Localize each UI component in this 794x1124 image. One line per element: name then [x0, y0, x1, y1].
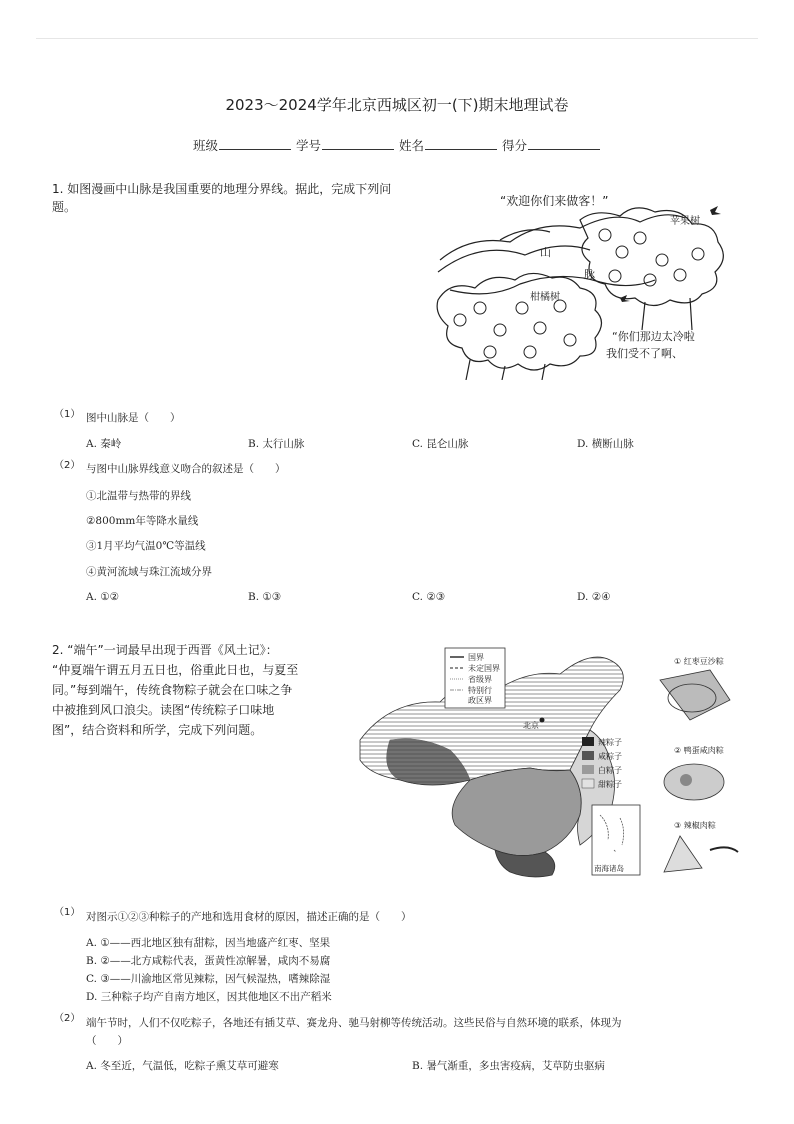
orange-tree-label: 柑橘树: [530, 292, 560, 303]
q1-stem: [52, 180, 422, 216]
legend-sar-boundary-2: 政区界: [468, 696, 492, 705]
zongzi-flavor-map: [330, 640, 750, 885]
q1-sub1-option-b[interactable]: B. 太行山脉: [248, 438, 305, 450]
q2-stem-line: 图”，结合资料和所学，完成下列问题。: [52, 723, 263, 737]
q2-sub2-option-b[interactable]: B. 暑气渐重，多虫害疫病，艾草防虫驱病: [412, 1060, 605, 1072]
q1-sub1-option-d[interactable]: D. 横断山脉: [577, 438, 634, 450]
legend-provincial-boundary: 省级界: [468, 675, 492, 684]
class-label: 班级: [192, 138, 218, 153]
q2-sub2-text: 端午节时，人们不仅吃粽子，各地还有插艾草、赛龙舟、驰马射柳等传统活动。这些民俗与自然环境的联系，体现为: [86, 1017, 622, 1029]
q2-sub2-option-a[interactable]: A. 冬至近，气温低，吃粽子熏艾草可避寒: [86, 1060, 279, 1072]
q1-sub2-item: ③1月平均气温0℃等温线: [86, 540, 206, 552]
q1-sub2-number: （2）: [54, 460, 81, 471]
class-blank[interactable]: [219, 139, 291, 150]
q2-stem-line: 2. “端午”一词最早出现于西晋《风土记》：: [52, 643, 278, 657]
q2-sub1-option-b[interactable]: B. ②——北方咸粽代表，蛋黄性凉解暑，咸肉不易腐: [86, 955, 331, 967]
legend-national-boundary: 国界: [468, 653, 484, 662]
legend-salty-zongzi: 咸粽子: [598, 752, 622, 761]
zongzi-2-label: ② 鸭蛋咸肉粽: [674, 746, 724, 755]
q2-sub2-paren: （ ）: [86, 1035, 128, 1047]
q1-sub1-option-a[interactable]: A. 秦岭: [86, 438, 122, 450]
q1-stem-line: 1. 如图漫画中山脉是我国重要的地理分界线。据此，完成下列问: [52, 182, 392, 196]
cartoon-speech-bottom-1: “你们那边太冷啦: [612, 330, 695, 343]
q2-sub1-number: （1）: [54, 907, 81, 918]
q2-sub1-option-c[interactable]: C. ③——川渝地区常见辣粽，因气候湿热，嗜辣除湿: [86, 973, 331, 985]
legend-spicy-zongzi: 辣粽子: [598, 738, 622, 747]
mountain-cartoon-figure: [430, 180, 745, 380]
q2-stem-line: 同。”每到端午，传统食物粽子就会在口味之争: [52, 683, 293, 697]
page-title: 2023～2024学年北京西城区初一(下)期末地理试卷: [225, 96, 569, 114]
beijing-label: 北京: [523, 721, 539, 730]
name-blank[interactable]: [425, 139, 497, 150]
q2-stem: [52, 640, 332, 740]
q1-stem-line: 题。: [52, 200, 77, 214]
q1-sub2-option-d[interactable]: D. ②④: [577, 591, 611, 603]
legend-plain-zongzi: 白粽子: [598, 766, 622, 775]
legend-sweet-zongzi: 甜粽子: [598, 780, 622, 789]
south-china-sea-inset-label: 南海诸岛: [594, 864, 624, 873]
student-number-blank[interactable]: [322, 139, 394, 150]
q1-sub2-option-c[interactable]: C. ②③: [412, 591, 446, 603]
q1-sub2-item: ①北温带与热带的界线: [86, 490, 191, 502]
zongzi-1-icon: [660, 670, 730, 720]
name-label: 姓名: [398, 138, 424, 153]
q1-sub2-text: 与图中山脉界线意义吻合的叙述是（ ）: [86, 463, 286, 475]
zongzi-1-label: ① 红枣豆沙粽: [674, 657, 724, 666]
zongzi-3-label: ③ 辣椒肉粽: [674, 821, 716, 830]
score-blank[interactable]: [528, 139, 600, 150]
student-info-line: [0, 136, 794, 154]
legend-sar-boundary-1: 特别行: [468, 686, 492, 695]
zongzi-2-icon: [664, 764, 724, 800]
q1-sub1-option-c[interactable]: C. 昆仑山脉: [412, 438, 469, 450]
score-label: 得分: [501, 138, 527, 153]
q1-sub1-text: 图中山脉是（ ）: [86, 412, 181, 424]
student-number-label: 学号: [295, 138, 321, 153]
apple-tree-label: 苹果树: [670, 216, 700, 227]
q2-sub2-number: （2）: [54, 1013, 81, 1024]
q2-sub1-option-a[interactable]: A. ①——西北地区独有甜粽，因当地盛产红枣、坚果: [86, 937, 331, 949]
q2-stem-line: “仲夏端午谓五月五日也，俗重此日也，与夏至: [52, 663, 299, 677]
q1-sub2-option-a[interactable]: A. ①②: [86, 591, 120, 603]
q1-sub2-item: ④黄河流域与珠江流域分界: [86, 566, 212, 578]
q2-sub1-option-d[interactable]: D. 三种粽子均产自南方地区，因其他地区不出产稻米: [86, 991, 332, 1003]
cartoon-speech-top: “欢迎你们来做客！”: [500, 194, 609, 208]
q2-stem-line: 中被推到风口浪尖。读图“传统粽子口味地: [52, 703, 275, 717]
mountain-label-2: 脉: [584, 268, 595, 281]
q2-sub1-text: 对图示①②③种粽子的产地和选用食材的原因，描述正确的是（ ）: [86, 911, 412, 923]
q1-sub2-option-b[interactable]: B. ①③: [248, 591, 282, 603]
beijing-marker: [540, 718, 545, 723]
header-rule: [36, 38, 758, 39]
mountain-label-1: 山: [540, 246, 551, 259]
q1-sub2-item: ②800mm年等降水量线: [86, 515, 199, 527]
q1-sub1-number: （1）: [54, 409, 81, 420]
cartoon-speech-bottom-2: 我们受不了啊、: [606, 347, 683, 360]
legend-undetermined-boundary: 未定国界: [468, 664, 500, 673]
zongzi-3-icon: [664, 836, 702, 872]
